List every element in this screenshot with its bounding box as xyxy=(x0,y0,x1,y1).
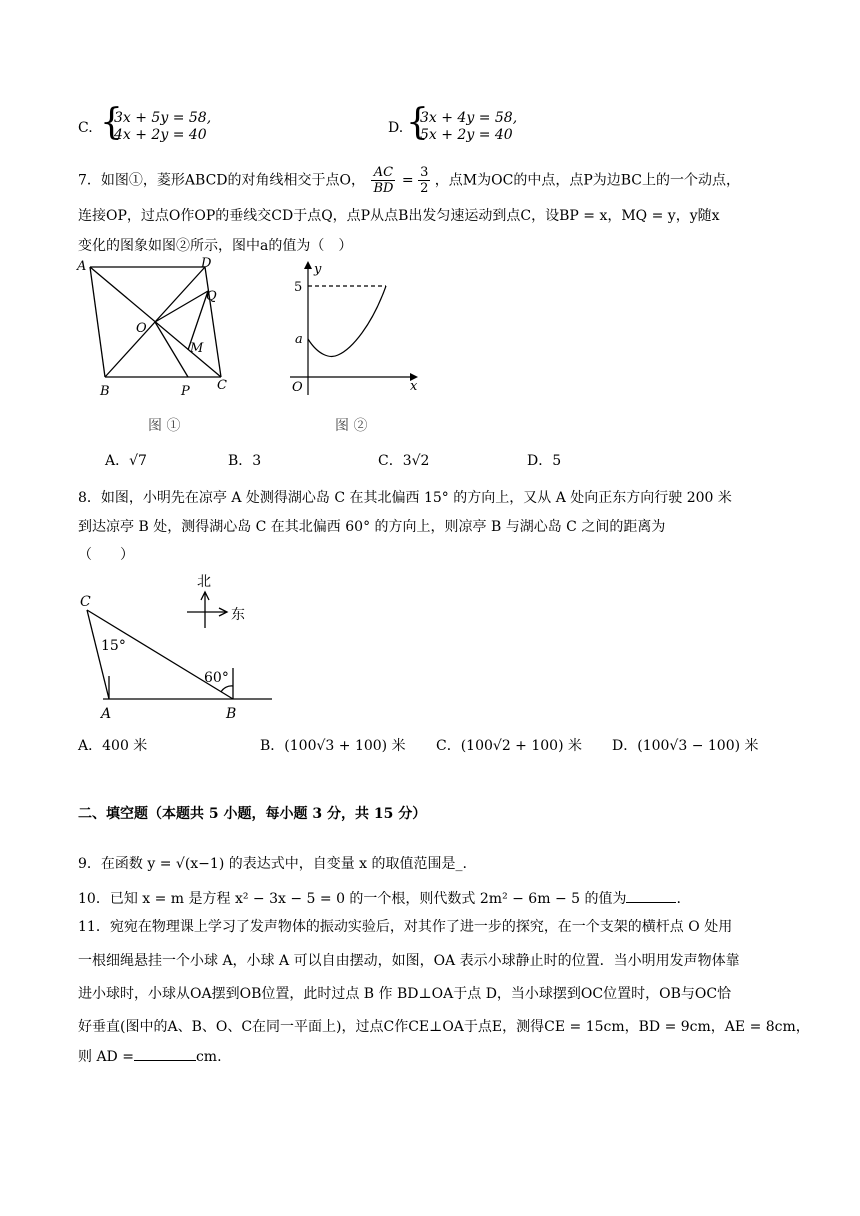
q6-d-eq2: 5x + 2y = 40 xyxy=(420,127,513,143)
q11-line4: 好垂直(图中的A、B、O、C在同一平面上)，过点C作CE⊥OA于点E，测得CE = 15cm，BD = 9cm，AE = 8cm， xyxy=(78,1019,810,1035)
q7-option-a-value: √7 xyxy=(129,453,147,469)
label-a: A xyxy=(77,259,87,274)
q7-fig1-caption: 图 ① xyxy=(148,418,181,434)
label-c: C xyxy=(80,594,91,610)
origin-label: O xyxy=(292,380,303,395)
q8-option-b-value: (100√3 + 100) 米 xyxy=(284,738,406,754)
compass-north-label: 北 xyxy=(197,574,211,590)
q7-option-d-value: 5 xyxy=(552,453,562,469)
q6-d-label: D. xyxy=(388,120,404,136)
q7-line1: 7．如图①，菱形ABCD的对角线相交于点O， $\frac{AC}{BD}$ = $\frac{3}{2}$ ，点M为OC的中点，点P为边BC上的一个动点， xyxy=(78,165,740,196)
side-ca xyxy=(87,610,109,699)
q11-line5: 则 AD = cm. xyxy=(78,1046,222,1066)
q7-option-b-value: 3 xyxy=(252,453,262,469)
q6-c-label: C. xyxy=(78,120,93,136)
q11-line3: 进小球时，小球从OA摆到OB位置，此时过点 B 作 BD⊥OA于点 D，当小球摆到OC位置时，OB与OC恰 xyxy=(78,986,732,1002)
q8-option-c: C．(100√2 + 100) 米 xyxy=(436,738,582,754)
q11-line1: 11．宛宛在物理课上学习了发声物体的振动实验后，对其作了进一步的探究，在一个支架的横杆点 O 处用 xyxy=(78,919,733,935)
q7-figure-2 xyxy=(280,255,430,405)
q9-text: 9．在函数 y = √(x−1) 的表达式中，自变量 x 的取值范围是_. xyxy=(78,856,467,872)
tick-a: a xyxy=(295,332,303,347)
q11-answer-blank[interactable] xyxy=(134,1046,196,1061)
q7-option-c-value: 3√2 xyxy=(402,453,430,469)
segment-oq xyxy=(155,291,208,322)
label-b: B xyxy=(226,706,237,722)
q6-c-brace: { xyxy=(100,102,123,143)
section-2-heading: 二、填空题（本题共 5 小题，每小题 3 分，共 15 分） xyxy=(78,806,427,822)
q8-option-d-value: (100√3 − 100) 米 xyxy=(637,738,759,754)
q8-line1: 8．如图，小明先在凉亭 A 处测得湖心岛 C 在其北偏西 15° 的方向上，又从 A 处向正东方向行驶 200 米 xyxy=(78,490,732,506)
q6-d-eq1: 3x + 4y = 58, xyxy=(420,110,518,126)
label-o: O xyxy=(136,321,147,336)
side-cd xyxy=(205,267,221,377)
q7-option-b: B．3 xyxy=(228,453,262,469)
q7-option-a: A．√7 xyxy=(105,453,147,469)
q7-fig2-caption: 图 ② xyxy=(335,418,368,434)
q8-option-b: B．(100√3 + 100) 米 xyxy=(260,738,406,754)
q7-ratio: $\frac{3}{2}$ xyxy=(420,165,429,196)
q7-line2: 连接OP，过点O作OP的垂线交CD于点Q，点P从点B出发匀速运动到点C，设BP = x，MQ = y，y随x xyxy=(78,208,720,224)
tick-5: 5 xyxy=(294,280,303,295)
q7-line3: 变化的图象如图②所示，图中a的值为（ ） xyxy=(78,238,353,254)
q8-option-d: D．(100√3 − 100) 米 xyxy=(612,738,759,754)
q7-line1-a: 7．如图①，菱形ABCD的对角线相交于点O， xyxy=(78,172,365,189)
label-d: D xyxy=(201,256,212,271)
label-a: A xyxy=(101,706,112,722)
q7-option-d: D．5 xyxy=(527,453,562,469)
q8-figure xyxy=(75,568,285,728)
label-q: Q xyxy=(206,289,217,304)
curve xyxy=(308,286,386,356)
side-ab xyxy=(90,267,105,377)
q6-c-eq2: 4x + 2y = 40 xyxy=(114,127,207,143)
label-p: P xyxy=(181,384,190,399)
q7-line1-b: ，点M为OC的中点，点P为边BC上的一个动点， xyxy=(434,172,740,189)
label-m: M xyxy=(190,341,204,356)
q8-option-a: A．400 米 xyxy=(78,738,148,754)
q7-figure-1 xyxy=(75,255,245,405)
q11-line2: 一根细绳悬挂一个小球 A，小球 A 可以自由摆动，如图，OA 表示小球静止时的位置．当小明用发声物体靠 xyxy=(78,953,740,969)
q6-d-brace: { xyxy=(406,102,429,143)
label-b: B xyxy=(100,384,110,399)
y-axis-arrow xyxy=(304,261,312,269)
segment-op xyxy=(155,322,188,377)
axis-x-label: x xyxy=(410,379,418,394)
angle-label-15: 15° xyxy=(101,638,126,654)
angle-arc-b xyxy=(221,686,233,692)
q7-fraction: $\frac{AC}{BD}$ xyxy=(373,165,394,196)
label-c: C xyxy=(217,378,227,393)
q7-option-c: C．3√2 xyxy=(378,453,430,469)
q10-answer-blank[interactable] xyxy=(626,888,676,903)
q8-option-a-value: 400 米 xyxy=(102,738,148,754)
q6-c-eq1: 3x + 5y = 58, xyxy=(114,110,212,126)
angle-label-60: 60° xyxy=(204,670,229,686)
q8-line2: 到达凉亭 B 处，测得湖心岛 C 在其北偏西 60° 的方向上，则凉亭 B 与湖心岛 C 之间的距离为 xyxy=(78,519,666,535)
q8-option-c-value: (100√2 + 100) 米 xyxy=(460,738,582,754)
axis-y-label: y xyxy=(314,262,322,277)
q10-text-main: 10．已知 x = m 是方程 x² − 3x − 5 = 0 的一个根，则代数式 2m² − 6m − 5 的值为 xyxy=(78,891,627,907)
q8-line3: （ ） xyxy=(78,547,134,563)
compass-east-label: 东 xyxy=(231,607,245,623)
q10-text: 10．已知 x = m 是方程 x² − 3x − 5 = 0 的一个根，则代数式 2m² − 6m − 5 的值为 . xyxy=(78,888,681,908)
